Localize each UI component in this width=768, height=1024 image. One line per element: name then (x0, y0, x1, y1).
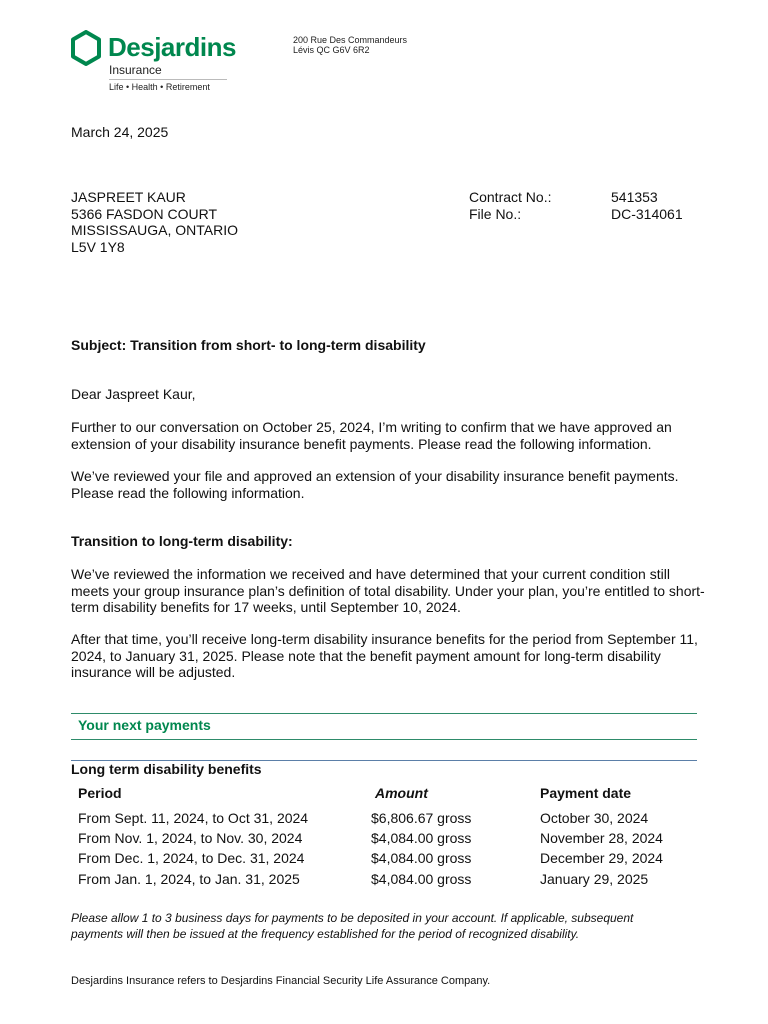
table-cell-amount: $6,806.67 gross (371, 810, 472, 826)
payment-note (71, 911, 701, 942)
table-cell-amount: $4,084.00 gross (371, 871, 472, 887)
sender-address (293, 35, 407, 55)
paragraph-4 (71, 631, 701, 681)
payments-box-bottom-rule (71, 739, 697, 740)
table-cell-date: December 29, 2024 (540, 850, 663, 866)
table-title: Long term disability benefits (71, 761, 262, 777)
payments-box-top-rule (71, 713, 697, 714)
recipient-line: L5V 1Y8 (71, 238, 125, 255)
reference-values (611, 189, 683, 222)
column-header-payment-date: Payment date (540, 785, 632, 801)
recipient-line: JASPREET KAUR (71, 189, 186, 205)
paragraph-line: insurance will be adjusted. (71, 664, 236, 680)
paragraph-2 (71, 468, 701, 501)
file-number-label: File No.: (469, 205, 522, 222)
letter-date: March 24, 2025 (71, 124, 169, 140)
column-header-period: Period (78, 785, 122, 801)
note-line: payments will then be issued at the frequency established for the period of recognized disability. (71, 926, 580, 941)
paragraph-line: We’ve reviewed the information we received and have determined that your current condition still (71, 566, 670, 582)
section-heading: Transition to long-term disability: (71, 533, 293, 549)
contract-number-label: Contract No.: (469, 189, 552, 205)
paragraph-line: Please read the following information. (71, 484, 305, 501)
footer-text: Desjardins Insurance refers to Desjardins Financial Security Life Assurance Company. (71, 975, 491, 987)
logo-tagline: Life • Health • Retirement (109, 82, 210, 92)
paragraph-line: extension of your disability insurance benefit payments. Please read the following information. (71, 435, 652, 452)
table-cell-period: From Dec. 1, 2024, to Dec. 31, 2024 (78, 850, 305, 866)
table-cell-amount: $4,084.00 gross (371, 850, 472, 866)
sender-address-line: Lévis QC G6V 6R2 (293, 45, 370, 55)
table-cell-period: From Jan. 1, 2024, to Jan. 31, 2025 (78, 871, 300, 887)
table-cell-period: From Nov. 1, 2024, to Nov. 30, 2024 (78, 830, 303, 846)
file-number-value: DC-314061 (611, 205, 683, 222)
sender-address-line: 200 Rue Des Commandeurs (293, 35, 408, 45)
table-cell-date: October 30, 2024 (540, 810, 649, 826)
paragraph-line: meets your group insurance plan’s definition of total disability. Under your plan, you’re entitled to short- (71, 582, 705, 599)
column-header-amount: Amount (375, 785, 428, 801)
recipient-line: 5366 FASDON COURT (71, 205, 218, 222)
reference-labels (469, 189, 551, 222)
paragraph-3 (71, 566, 705, 616)
recipient-line: MISSISSAUGA, ONTARIO (71, 222, 238, 238)
table-cell-date: November 28, 2024 (540, 830, 663, 846)
letter-subject: Subject: Transition from short- to long-term disability (71, 337, 426, 353)
contract-number-value: 541353 (611, 189, 658, 205)
salutation: Dear Jaspreet Kaur, (71, 386, 196, 402)
paragraph-line: After that time, you’ll receive long-term disability insurance benefits for the period from September 11, (71, 631, 698, 647)
logo-divider (109, 79, 227, 80)
table-cell-period: From Sept. 11, 2024, to Oct 31, 2024 (78, 810, 309, 826)
paragraph-line: We’ve reviewed your file and approved an extension of your disability insurance benefit payments. (71, 468, 679, 484)
paragraph-line: 2024, to January 31, 2025. Please note that the benefit payment amount for long-term disability (71, 647, 661, 664)
recipient-address (71, 189, 238, 255)
hexagon-logo-icon (70, 30, 102, 66)
note-line: Please allow 1 to 3 business days for payments to be deposited in your account. If applicable, subsequent (71, 911, 634, 925)
table-cell-date: January 29, 2025 (540, 871, 649, 887)
company-logo (70, 28, 236, 96)
logo-subtitle: Insurance (109, 63, 162, 77)
paragraph-1 (71, 419, 701, 452)
payments-box-title: Your next payments (78, 717, 211, 733)
logo-name: Desjardins (108, 32, 236, 62)
paragraph-line: Further to our conversation on October 25, 2024, I’m writing to confirm that we have approved an (71, 419, 672, 435)
table-cell-amount: $4,084.00 gross (371, 830, 472, 846)
paragraph-line: term disability benefits for 17 weeks, until September 10, 2024. (71, 599, 461, 615)
